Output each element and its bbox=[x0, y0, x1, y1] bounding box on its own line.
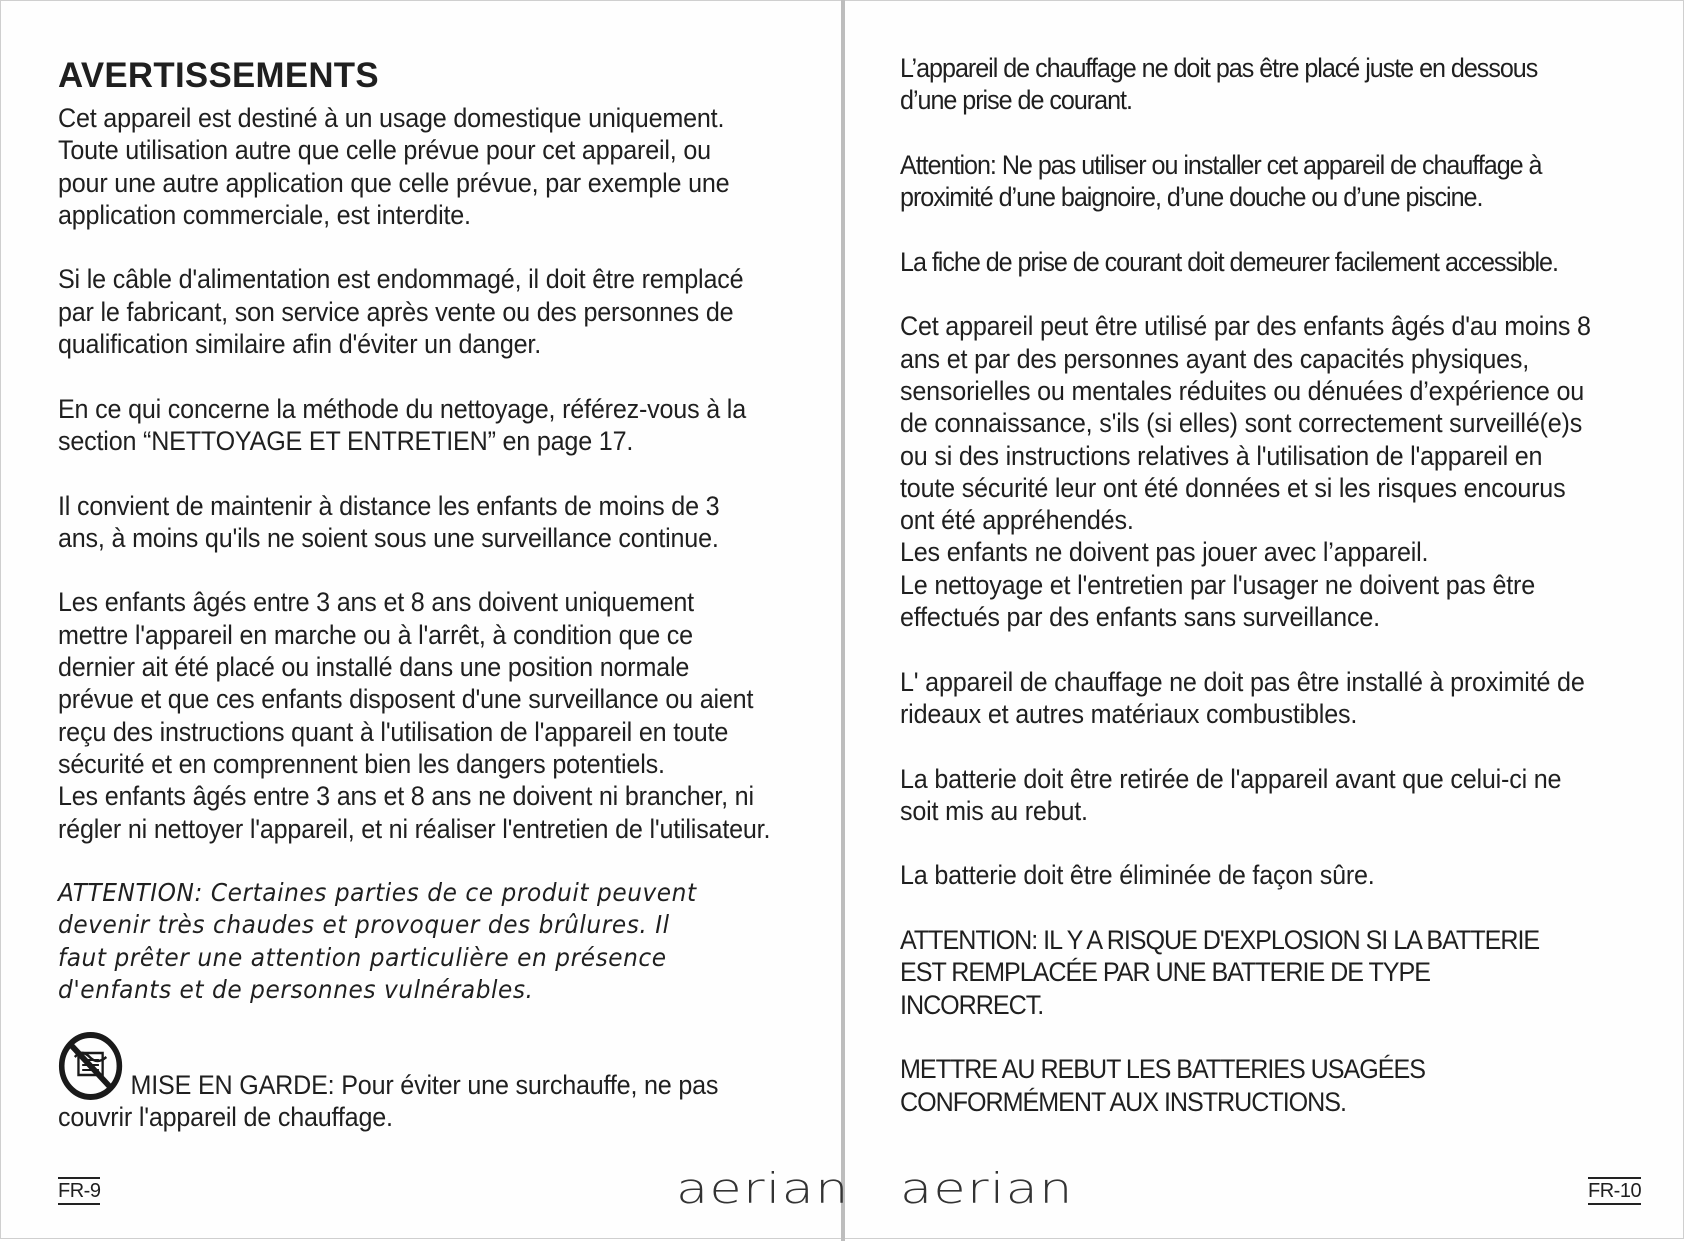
warning-text-line1: MISE EN GARDE: Pour éviter une surchauffe, ne pas bbox=[130, 1069, 719, 1100]
paragraph-cleaning-method: En ce qui concerne la méthode du nettoyage, référez-vous à la section “NETTOYAGE ET ENTRETIEN” en page 17. bbox=[58, 393, 746, 456]
page-spine bbox=[841, 0, 845, 1241]
warning-text-line2: couvrir l'appareil de chauffage. bbox=[58, 1101, 393, 1132]
page-number-right: FR-10 bbox=[1588, 1177, 1641, 1205]
paragraph-bathroom-warning: Attention: Ne pas utiliser ou installer cet appareil de chauffage à proximité d’une baignoire, d’une douche ou d’une piscine. bbox=[900, 149, 1542, 213]
paragraph-plug-accessible: La fiche de prise de courant doit demeurer facilement accessible. bbox=[900, 246, 1558, 277]
paragraph-explosion-risk: ATTENTION: IL Y A RISQUE D'EXPLOSION SI LA BATTERIE EST REMPLACÉE PAR UNE BATTERIE DE TYPE INCORRECT. bbox=[900, 925, 1540, 1020]
paragraph-curtains: L' appareil de chauffage ne doit pas être installé à proximité de rideaux et autres matériaux combustibles. bbox=[900, 666, 1585, 729]
paragraph-children-under-3: Il convient de maintenir à distance les enfants de moins de 3 ans, à moins qu'ils ne soient sous une surveillance continue. bbox=[58, 490, 720, 553]
aerian-logo-left: aerian bbox=[676, 1164, 850, 1213]
attention-hot-parts: ATTENTION: Certaines parties de ce produit peuvent devenir très chaudes et provoquer des brûlures. Il faut prêter une attention particulière en présence d'enfants et de personnes vulnérables. bbox=[58, 878, 697, 1005]
paragraph-children-3-to-8: Les enfants âgés entre 3 ans et 8 ans doivent uniquement mettre l'appareil en marche ou à l'arrêt, à condition que ce dernier ait été placé ou installé dans une position normale prévue et que ces enfants disposent d'une surveillance ou aient reçu des instructions quant à l'utilisation de l'appareil en toute sécurité et en comprennent bien les dangers potentiels. Les enfants âgés entre 3 ans et 8 ans ne doivent ni brancher, ni régler ni nettoyer l'appareil, et ni réaliser l'entretien de l'utilisateur. bbox=[58, 587, 771, 844]
paragraph-socket-placement: L’appareil de chauffage ne doit pas être placé juste en dessous d’une prise de courant. bbox=[900, 53, 1538, 116]
paragraph-battery-removal: La batterie doit être retirée de l'appareil avant que celui-ci ne soit mis au rebut. bbox=[900, 763, 1562, 826]
aerian-logo-right: aerian bbox=[900, 1164, 1074, 1213]
paragraph-power-cable: Si le câble d'alimentation est endommagé, il doit être remplacé par le fabricant, son service après vente ou des personnes de qualification similaire afin d'éviter un danger. bbox=[58, 264, 744, 360]
do-not-cover-icon bbox=[58, 1031, 123, 1101]
left-page-content bbox=[58, 52, 839, 1133]
page-number-left: FR-9 bbox=[58, 1177, 100, 1205]
paragraph-dispose-batteries: METTRE AU REBUT LES BATTERIES USAGÉES CONFORMÉMENT AUX INSTRUCTIONS. bbox=[900, 1054, 1425, 1117]
paragraph-battery-disposal: La batterie doit être éliminée de façon sûre. bbox=[900, 860, 1375, 891]
right-page-content bbox=[900, 52, 1616, 1118]
paragraph-domestic-use: Cet appareil est destiné à un usage domestique uniquement. Toute utilisation autre que celle prévue pour cet appareil, ou pour une autre application que celle prévue, par exemple une application commerciale, est interdite. bbox=[58, 103, 730, 230]
warning-do-not-cover bbox=[58, 1037, 839, 1134]
paragraph-children-8-plus: Cet appareil peut être utilisé par des enfants âgés d'au moins 8 ans et par des personnes ayant des capacités physiques, sensorielles ou mentales réduites ou dénuées d’expérience ou de connaissance, s'ils (si elles) sont correctement surveillé(e)s ou si des instructions relatives à l'utilisation de l'appareil en toute sécurité leur ont été données et si les risques encourus ont été appréhendés. Les enfants ne doivent pas jouer avec l’appareil. Le nettoyage et l'entretien par l'usager ne doivent pas être effectués par des enfants sans surveillance. bbox=[900, 311, 1591, 633]
page-heading: AVERTISSEMENTS bbox=[58, 56, 379, 95]
